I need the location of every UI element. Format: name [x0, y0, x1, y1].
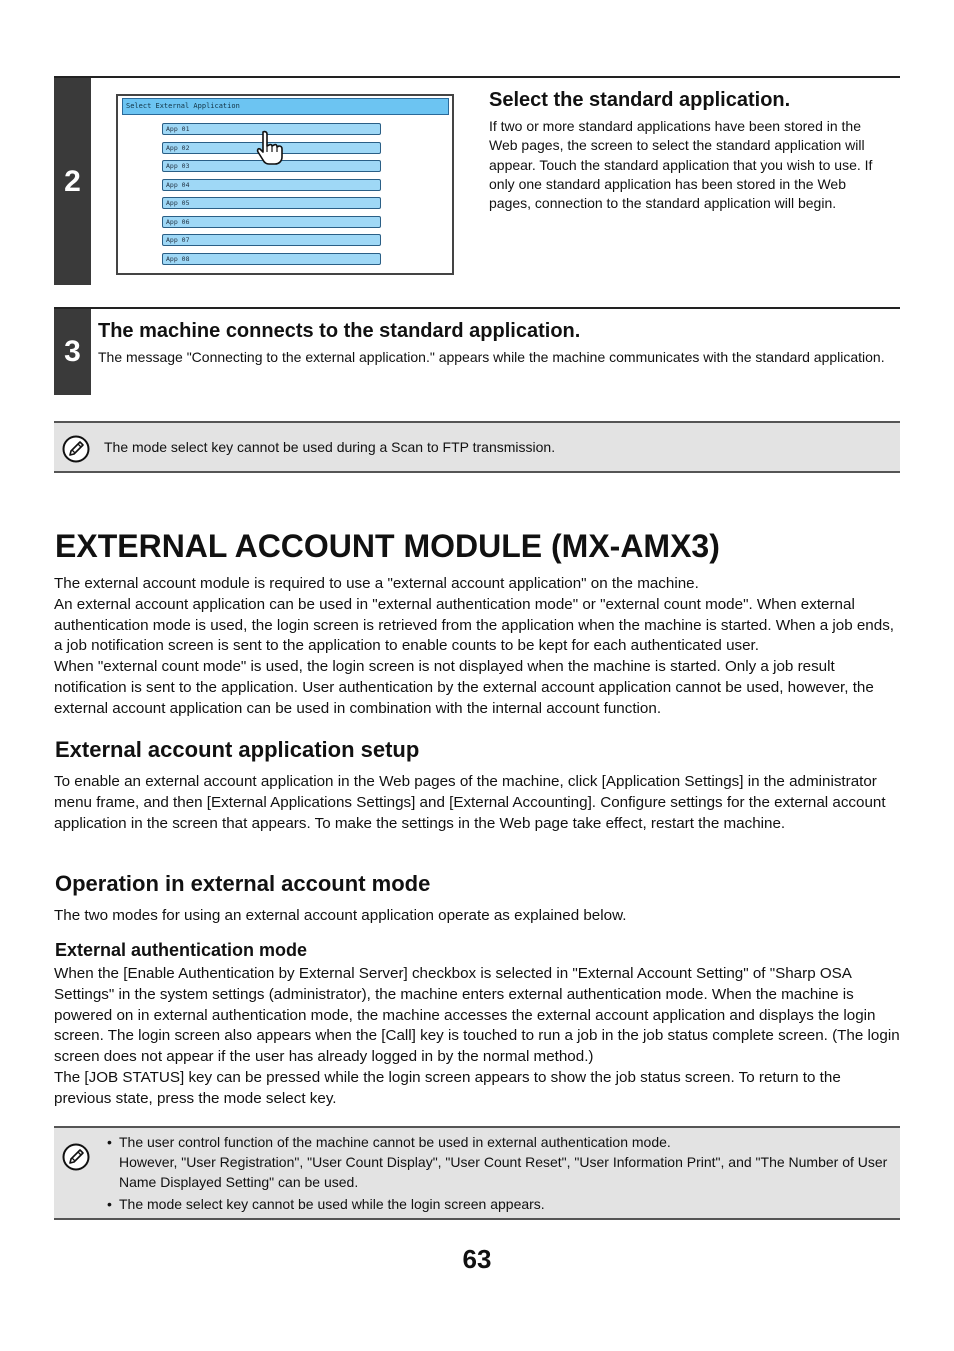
step-2-number: 2 [54, 78, 91, 285]
intro-paragraph-1: The external account module is required to use a "external account application" on the machine. [54, 575, 699, 592]
auth-mode-block [54, 964, 900, 1110]
page-number: 63 [462, 1244, 492, 1274]
pointing-hand-icon [254, 130, 288, 166]
step-2-text: If two or more standard applications have been stored in the Web pages, the screen to select the standard application will appear. Touch the standard application that you wish to use. If only one standard application has been stored in the Web pages, connection to the standard application will begin. [489, 118, 873, 212]
note-box-scan-ftp [54, 421, 900, 473]
note-2-bullet-2: • [107, 1196, 112, 1212]
auth-mode-heading: External authentication mode [55, 940, 308, 960]
app-button-02[interactable]: App 02 [162, 142, 381, 154]
step-3-number: 3 [54, 309, 91, 395]
note-2-item-2: The mode select key cannot be used while the login screen appears. [119, 1196, 545, 1212]
note-box-auth-mode [54, 1126, 900, 1220]
intro-paragraph-3: When "external count mode" is used, the login screen is not displayed when the machine is started. Only a job result notification is sent to the application. User authentication by the external account application cannot be used, however, the external account application can be used in combination with the internal account function. [54, 658, 874, 717]
note-1-text: The mode select key cannot be used during a Scan to FTP transmission. [104, 439, 556, 455]
note-2-bullet-1: • [107, 1134, 112, 1150]
step-2-heading: Select the standard application. [489, 89, 791, 111]
operation-heading: Operation in external account mode [55, 871, 431, 896]
screen-title-bar: Select External Application [122, 98, 449, 115]
auth-mode-paragraph-2: The [JOB STATUS] key can be pressed while the login screen appears to show the job status screen. To return to the previous state, press the mode select key. [54, 1068, 841, 1107]
app-button-04[interactable]: App 04 [162, 179, 381, 191]
app-button-06[interactable]: App 06 [162, 216, 381, 228]
auth-mode-paragraph-1: When the [Enable Authentication by External Server] checkbox is selected in "External Account Setting" of "Sharp OSA Settings" in the system settings (administrator), the machine enters external authentication mode. When the machine is powered on in external authentication mode, the machine accesses the external account application and displays the login screen. The login screen also appears when the [Call] key is touched to run a job in the job status complete screen. (The login screen does not appear if the user has already logged in by the normal method.) [54, 965, 900, 1066]
operation-text: The two modes for using an external account application operate as explained below. [54, 907, 627, 924]
section-title: EXTERNAL ACCOUNT MODULE (MX-AMX3) [55, 528, 720, 564]
app-select-screenshot [116, 94, 454, 275]
app-button-03[interactable]: App 03 [162, 160, 381, 172]
note-2-item-1-continued: However, "User Registration", "User Count Display", "User Count Reset", "User Information Print", and "The Number of User Name Displayed Setting" can be used. [119, 1154, 888, 1190]
app-button-08[interactable]: App 08 [162, 253, 381, 265]
intro-paragraph-2: An external account application can be used in "external authentication mode" or "external count mode". When external authentication mode is used, the login screen is retrieved from the application when the machine is started. When a job ends, a job notification screen is sent to the application to enable counts to be kept for each authenticated user. [54, 595, 895, 655]
pencil-note-icon [62, 1143, 90, 1171]
app-button-07[interactable]: App 07 [162, 234, 381, 246]
step-3-top-rule [54, 307, 900, 309]
intro-block [54, 574, 900, 720]
setup-text: To enable an external account application in the Web pages of the machine, click [Application Settings] in the administrator menu frame, and then [External Applications Settings] and [External Accounting]. Configure settings for the external account application in the screen that appears. To make the settings in the Web page take effect, restart the machine. [54, 773, 886, 832]
step-2-top-rule [54, 76, 900, 78]
app-button-01[interactable]: App 01 [162, 123, 381, 135]
app-button-05[interactable]: App 05 [162, 197, 381, 209]
note-2-item-1: The user control function of the machine cannot be used in external authentication mode. [119, 1134, 671, 1150]
pencil-note-icon [62, 435, 90, 463]
step-3-text: The message "Connecting to the external application." appears while the machine communicates with the standard application. [98, 349, 885, 365]
setup-heading: External account application setup [55, 737, 420, 762]
step-3-heading: The machine connects to the standard application. [98, 320, 581, 342]
